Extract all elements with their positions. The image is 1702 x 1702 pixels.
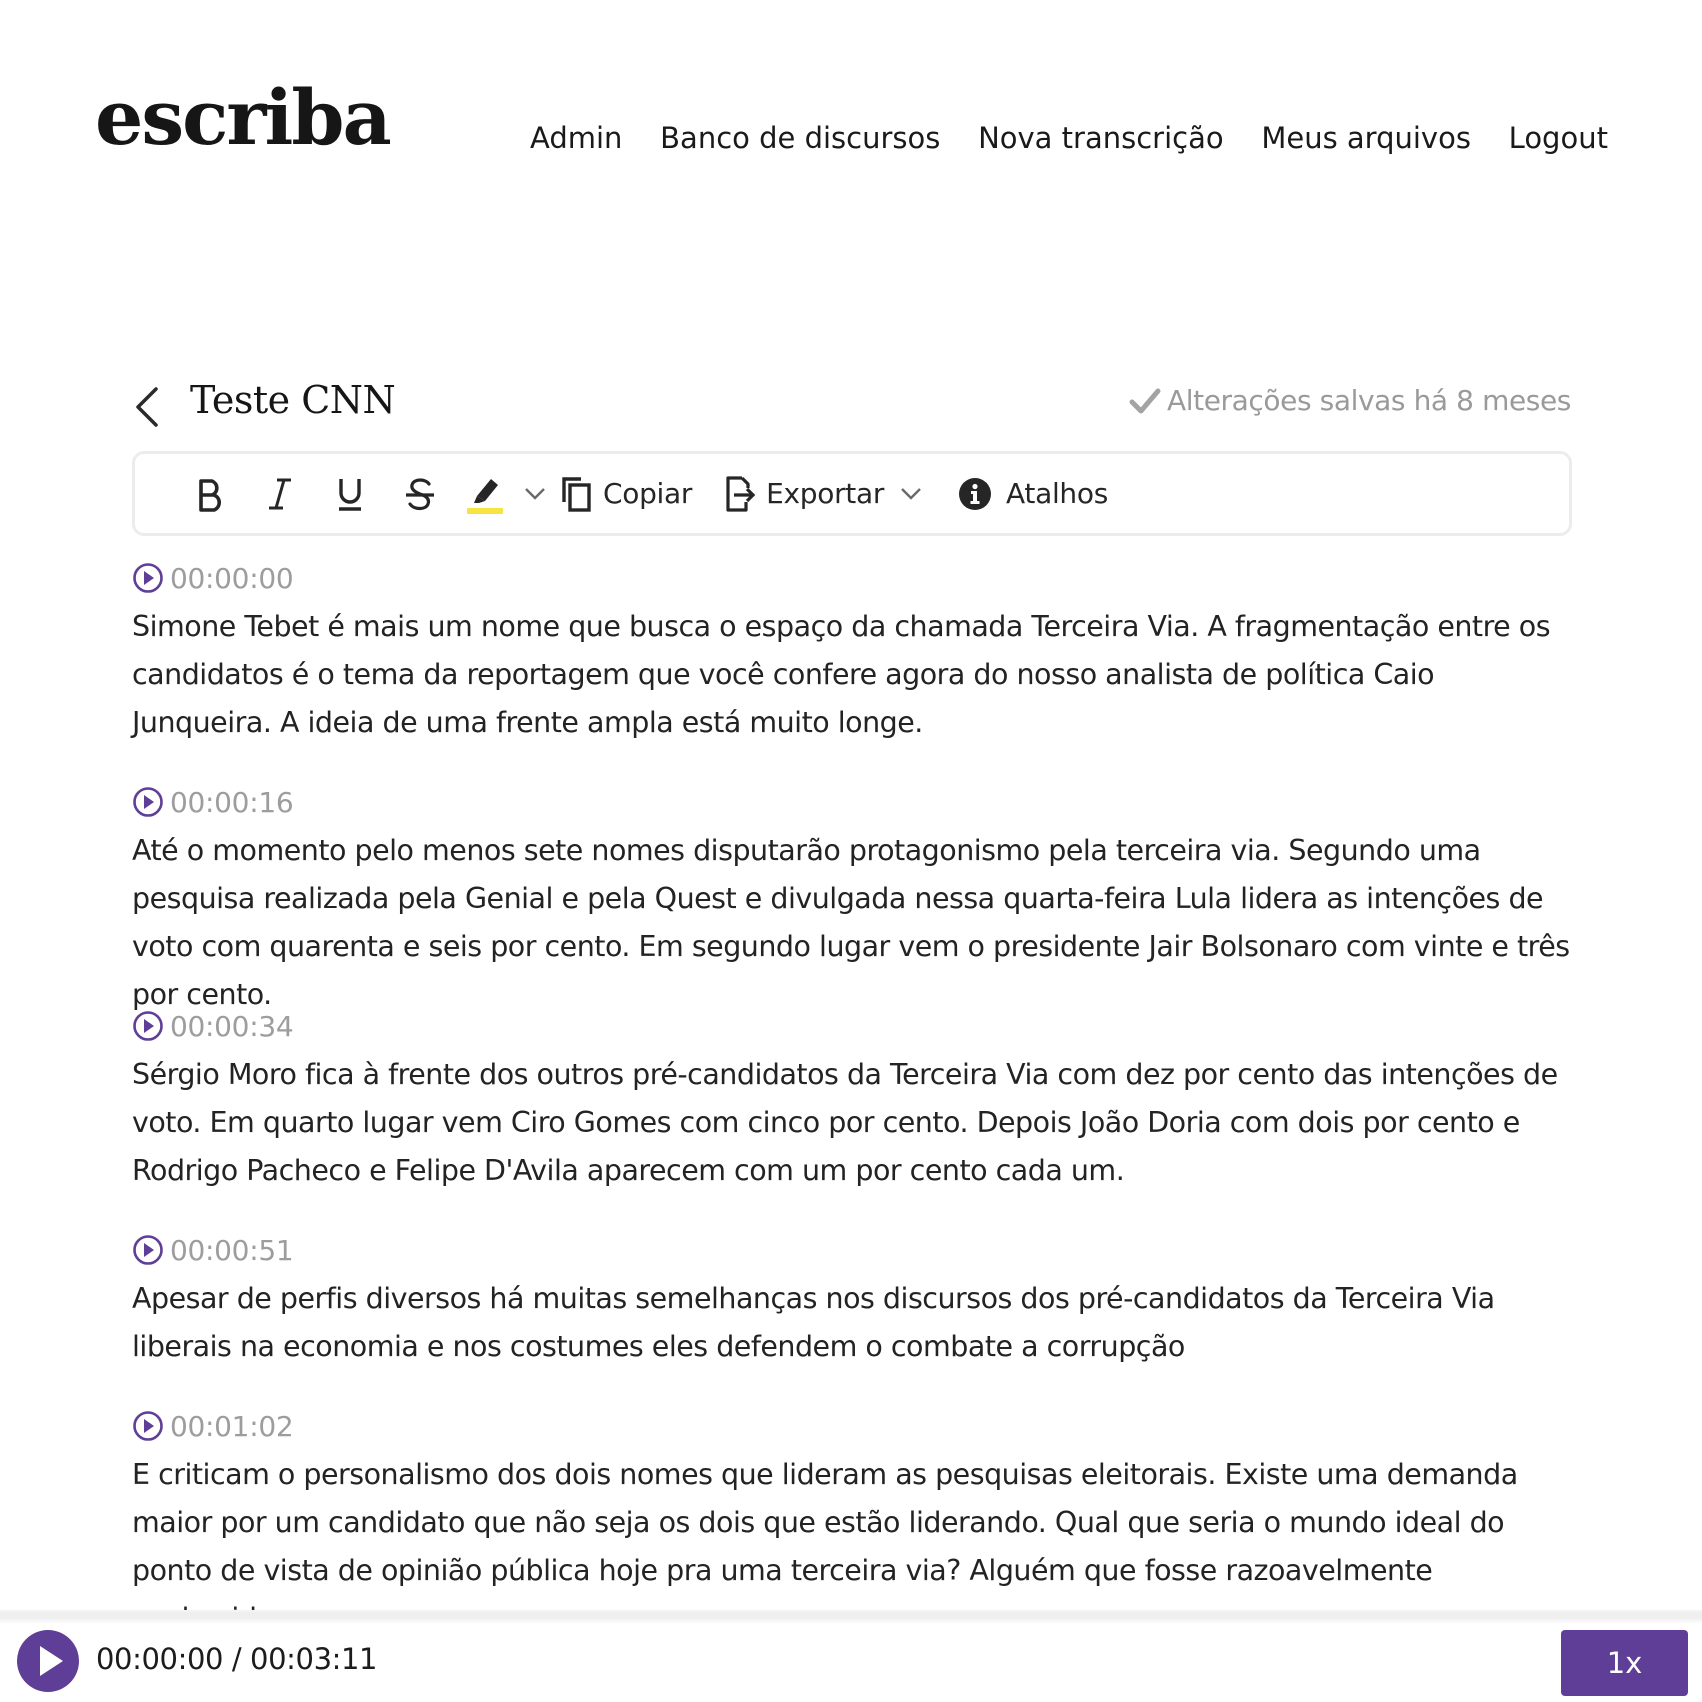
timestamp-label: 00:00:00 bbox=[170, 561, 294, 595]
underline-button[interactable] bbox=[315, 464, 385, 524]
segment-text[interactable]: E criticam o personalismo dos dois nomes que lideram as pesquisas eleitorais. Existe uma demanda maior por um candidato que não seja os dois que estão liderando. Qual que seria o mundo ideal do ponto de vista de opinião pública hoje pra uma terceira via? Alguém que fosse razoavelmente bbox=[132, 1458, 1518, 1587]
export-button-label: Exportar bbox=[766, 477, 885, 510]
chevron-down-icon bbox=[900, 487, 922, 501]
play-circle-icon[interactable] bbox=[132, 1010, 164, 1042]
copy-button-label: Copiar bbox=[603, 477, 693, 510]
segment-timestamp[interactable] bbox=[132, 782, 1572, 822]
save-status-text: Alterações salvas há 8 meses bbox=[1166, 384, 1571, 417]
highlight-color-dropdown[interactable] bbox=[515, 464, 555, 524]
back-arrow-icon[interactable] bbox=[130, 383, 166, 431]
strikethrough-button[interactable] bbox=[385, 464, 455, 524]
segment-timestamp[interactable] bbox=[132, 1406, 1572, 1446]
nav-nova-transcricao[interactable]: Nova transcrição bbox=[978, 121, 1224, 155]
bold-button[interactable] bbox=[175, 464, 245, 524]
play-circle-icon[interactable] bbox=[132, 562, 164, 594]
shortcuts-button[interactable] bbox=[958, 464, 1108, 524]
copy-button[interactable] bbox=[559, 464, 722, 524]
transcript-segment bbox=[132, 1006, 1572, 1195]
nav-banco-de-discursos[interactable]: Banco de discursos bbox=[660, 121, 941, 155]
playback-speed-button[interactable]: 1x bbox=[1561, 1630, 1688, 1696]
copy-icon bbox=[559, 474, 593, 514]
transcript-segment bbox=[132, 1406, 1572, 1643]
segment-text[interactable]: Apesar de perfis diversos há muitas semelhanças nos discursos dos pré-candidatos da Terceira Via liberais na economia e nos costumes eles defendem o combate a corrupção bbox=[132, 1282, 1495, 1363]
transcript-segment bbox=[132, 558, 1572, 747]
highlight-button[interactable] bbox=[455, 464, 515, 524]
nav-logout[interactable]: Logout bbox=[1508, 121, 1608, 155]
timestamp-label: 00:00:16 bbox=[170, 785, 294, 819]
play-circle-icon[interactable] bbox=[132, 1234, 164, 1266]
nav-meus-arquivos[interactable]: Meus arquivos bbox=[1261, 121, 1471, 155]
playback-time: 00:00:00 / 00:03:11 bbox=[96, 1642, 378, 1676]
checkmark-icon bbox=[1129, 387, 1161, 415]
segment-timestamp[interactable] bbox=[132, 1006, 1572, 1046]
highlighter-icon bbox=[465, 472, 505, 516]
timestamp-label: 00:00:51 bbox=[170, 1233, 294, 1267]
bold-icon bbox=[193, 474, 227, 514]
main-nav bbox=[530, 116, 1608, 160]
editor-toolbar bbox=[132, 451, 1572, 536]
strikethrough-icon bbox=[403, 474, 437, 514]
play-icon bbox=[17, 1630, 79, 1692]
italic-icon bbox=[263, 474, 297, 514]
info-icon bbox=[958, 477, 992, 511]
chevron-down-icon bbox=[524, 487, 546, 501]
play-circle-icon[interactable] bbox=[132, 1410, 164, 1442]
italic-button[interactable] bbox=[245, 464, 315, 524]
segment-text[interactable]: Sérgio Moro fica à frente dos outros pré-candidatos da Terceira Via com dez por cento das intenções de voto. Em quarto lugar vem Ciro Gomes com cinco por cento. Depois João Doria com dois por cento e Rodrigo Pacheco e Felipe D'Avila aparecem com um por cento cada um. bbox=[132, 1058, 1558, 1187]
play-button[interactable] bbox=[17, 1630, 79, 1692]
underline-icon bbox=[333, 474, 367, 514]
logo[interactable]: escriba bbox=[95, 73, 390, 162]
segment-text[interactable]: Até o momento pelo menos sete nomes disputarão protagonismo pela terceira via. Segundo uma pesquisa realizada pela Genial e pela Quest e divulgada nessa quarta-feira Lula lidera as intenções de voto com quarenta e seis por cento. Em segundo lugar vem o presidente Jair Bolsonaro com vinte e três por cento. bbox=[132, 834, 1570, 1011]
segment-timestamp[interactable] bbox=[132, 558, 1572, 598]
shortcuts-button-label: Atalhos bbox=[1006, 477, 1108, 510]
document-title[interactable]: Teste CNN bbox=[190, 378, 396, 422]
audio-player bbox=[0, 1610, 1702, 1702]
timestamp-label: 00:01:02 bbox=[170, 1409, 294, 1443]
segment-timestamp[interactable] bbox=[132, 1230, 1572, 1270]
segment-text[interactable]: Simone Tebet é mais um nome que busca o espaço da chamada Terceira Via. A fragmentação entre os candidatos é o tema da reportagem que você confere agora do nosso analista de política Caio Junqueira. A ideia de uma frente ampla está muito longe. bbox=[132, 610, 1551, 739]
play-circle-icon[interactable] bbox=[132, 786, 164, 818]
timestamp-label: 00:00:34 bbox=[170, 1009, 294, 1043]
export-button[interactable] bbox=[722, 464, 922, 524]
export-icon bbox=[722, 474, 756, 514]
transcript-segment bbox=[132, 1230, 1572, 1371]
nav-admin[interactable]: Admin bbox=[530, 121, 623, 155]
transcript-segment bbox=[132, 782, 1572, 1019]
save-status bbox=[1129, 384, 1571, 417]
